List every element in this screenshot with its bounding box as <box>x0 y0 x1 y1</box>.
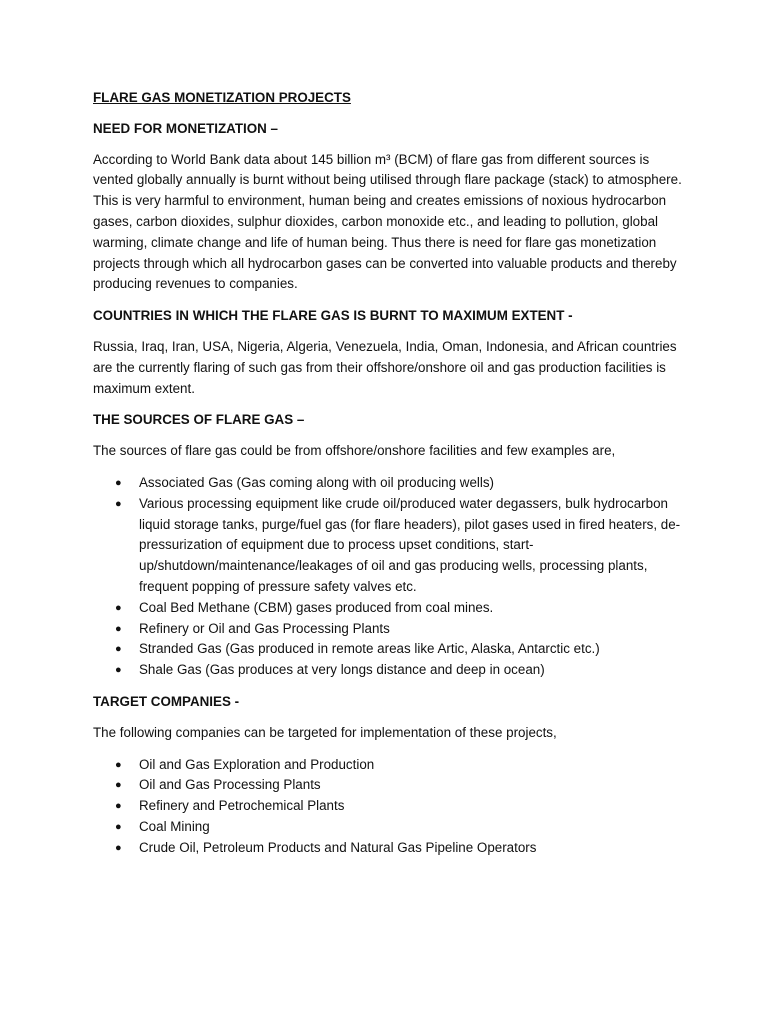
bullet-icon: ● <box>115 800 122 813</box>
bullet-icon: ● <box>115 779 122 792</box>
bullet-icon: ● <box>115 643 122 656</box>
bullet-icon: ● <box>115 758 122 771</box>
list-item-text: Stranded Gas (Gas produced in remote areas like Artic, Alaska, Antarctic etc.) <box>139 641 600 657</box>
list-item-text: Oil and Gas Processing Plants <box>139 777 321 793</box>
bullet-icon: ● <box>115 476 122 489</box>
list-item <box>93 660 683 681</box>
list-item-text: Crude Oil, Petroleum Products and Natural Gas Pipeline Operators <box>139 839 537 855</box>
list-item <box>93 619 683 640</box>
list-item-text: Various processing equipment like crude oil/produced water degassers, bulk hydrocarbon liquid storage tanks, purge/fuel gas (for flare headers), pilot gases used in fired heaters, de-pressurization of equipment due to process upset conditions, start-up/shutdown/maintenance/leakages of oil and gas producing wells, processing plants, frequent popping of pressure safety valves etc. <box>139 495 681 594</box>
list-item-text: Refinery or Oil and Gas Processing Plants <box>139 620 390 636</box>
list-item <box>93 639 683 660</box>
section-heading-target: TARGET COMPANIES - <box>93 693 240 709</box>
list-item <box>93 473 683 494</box>
list-item <box>93 838 683 859</box>
sources-bullet-list <box>93 473 683 681</box>
list-item <box>93 755 683 776</box>
section-heading-need: NEED FOR MONETIZATION – <box>93 120 278 136</box>
list-item-text: Coal Bed Methane (CBM) gases produced from coal mines. <box>139 599 494 615</box>
list-item <box>93 598 683 619</box>
list-item-text: Refinery and Petrochemical Plants <box>139 798 345 814</box>
document-title: FLARE GAS MONETIZATION PROJECTS <box>93 90 351 105</box>
bullet-icon: ● <box>115 841 122 854</box>
bullet-icon: ● <box>115 497 122 510</box>
section-paragraph-sources: The sources of flare gas could be from offshore/onshore facilities and few examples are, <box>93 443 616 459</box>
bullet-icon: ● <box>115 601 122 614</box>
list-item-text: Associated Gas (Gas coming along with oil producing wells) <box>139 474 495 490</box>
bullet-icon: ● <box>115 664 122 677</box>
section-paragraph-countries: Russia, Iraq, Iran, USA, Nigeria, Algeria, Venezuela, India, Oman, Indonesia, and African countries are the currently flaring of such gas from their offshore/onshore oil and gas production facilities is maximum extent. <box>93 338 677 396</box>
bullet-icon: ● <box>115 622 122 635</box>
list-item <box>93 494 683 598</box>
list-item <box>93 775 683 796</box>
list-item <box>93 796 683 817</box>
section-heading-countries: COUNTRIES IN WHICH THE FLARE GAS IS BURNT TO MAXIMUM EXTENT - <box>93 308 573 324</box>
section-paragraph-need: According to World Bank data about 145 billion m³ (BCM) of flare gas from different sources is vented globally annually is burnt without being utilised through flare package (stack) to atmosphere. This is very harmful to environment, human being and creates emissions of noxious hydrocarbon gases, carbon dioxides, sulphur dioxides, carbon monoxide etc., and leading to pollution, global warming, climate change and life of human being. Thus there is need for flare gas monetization projects through which all hydrocarbon gases can be converted into valuable products and thereby producing revenues to companies. <box>93 151 682 292</box>
list-item <box>93 817 683 838</box>
document-page <box>93 88 683 870</box>
bullet-icon: ● <box>115 820 122 833</box>
section-paragraph-target: The following companies can be targeted for implementation of these projects, <box>93 724 557 740</box>
list-item-text: Oil and Gas Exploration and Production <box>139 756 375 772</box>
target-bullet-list <box>93 755 683 859</box>
list-item-text: Coal Mining <box>139 818 210 834</box>
section-heading-sources: THE SOURCES OF FLARE GAS – <box>93 412 305 428</box>
list-item-text: Shale Gas (Gas produces at very longs distance and deep in ocean) <box>139 662 545 678</box>
